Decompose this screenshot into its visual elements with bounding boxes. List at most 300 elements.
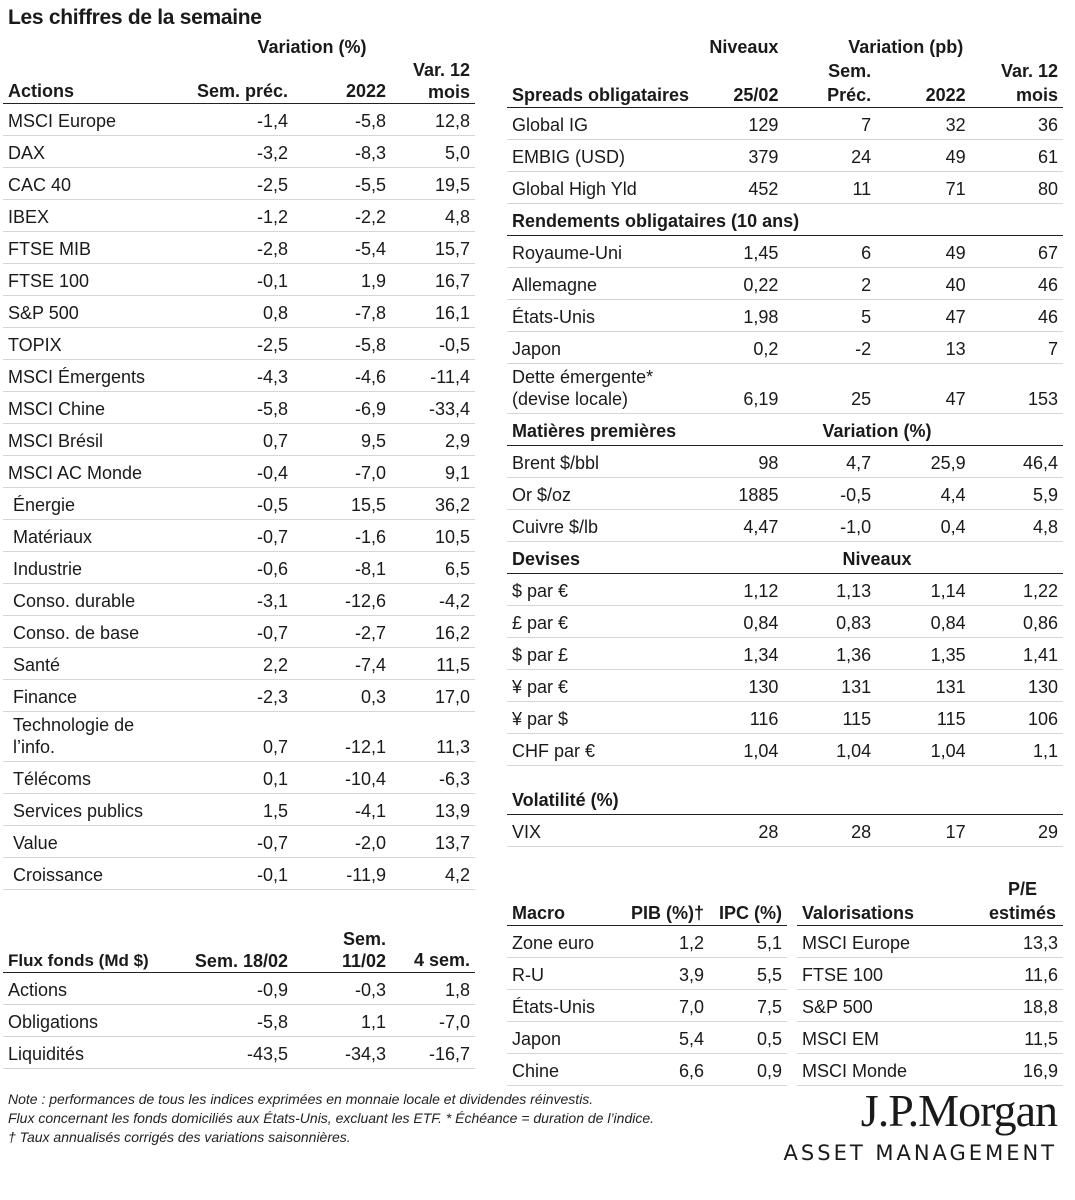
equities-cell: -2,8: [178, 232, 293, 264]
equities-cell: -0,7: [178, 826, 293, 858]
equities-cell: 16,1: [391, 296, 475, 328]
equities-row: [3, 794, 475, 826]
macro-row: [507, 958, 787, 990]
fx-row-label: ¥ par €: [507, 670, 704, 702]
equities-cell: -4,1: [293, 794, 391, 826]
commodities-row-label: Brent $/bbl: [507, 446, 704, 478]
commodities-row-label: Cuivre $/lb: [507, 510, 704, 542]
flows-col-week2: Sem. 11/02: [293, 928, 391, 973]
equities-row-label: Technologie de l’info.: [3, 712, 178, 762]
equities-row-label: Value: [3, 826, 178, 858]
equities-row-label: FTSE MIB: [3, 232, 178, 264]
volatility-section-title: Volatilité (%): [507, 783, 1063, 815]
equities-row-label: Finance: [3, 680, 178, 712]
equities-row-label: MSCI AC Monde: [3, 456, 178, 488]
volatility-cell: 29: [971, 815, 1063, 847]
fx-rows: [507, 574, 1063, 766]
equities-row-label: Santé: [3, 648, 178, 680]
equities-cell: 36,2: [391, 488, 475, 520]
equities-cell: -3,2: [178, 136, 293, 168]
commodities-cell: 4,47: [704, 510, 783, 542]
commodities-cell: 1885: [704, 478, 783, 510]
commodities-row: [507, 446, 1063, 478]
spreads-row-label: Global IG: [507, 108, 704, 140]
fx-cell: 1,34: [704, 638, 783, 670]
logo-subtitle: ASSET MANAGEMENT: [783, 1141, 1057, 1165]
macro-cell: 7,5: [709, 990, 787, 1022]
equities-row: [3, 826, 475, 858]
valuations-row: [797, 926, 1063, 958]
valuations-row-label: MSCI Europe: [797, 926, 957, 958]
fx-cell: 1,13: [783, 574, 876, 606]
yields-row-label: Japon: [507, 332, 704, 364]
commodities-row: [507, 478, 1063, 510]
equities-row-label: IBEX: [3, 200, 178, 232]
equities-cell: 12,8: [391, 104, 475, 136]
macro-cell: 0,9: [709, 1054, 787, 1086]
flows-row: [3, 1005, 475, 1037]
yields-cell: -2: [783, 332, 876, 364]
spreads-cell: 80: [971, 172, 1063, 204]
equities-group-header: Variation (%): [257, 37, 367, 57]
yields-cell: 47: [876, 364, 970, 414]
equities-row: [3, 488, 475, 520]
yields-cell: 49: [876, 236, 970, 268]
yields-row-label: Allemagne: [507, 268, 704, 300]
flows-cell: -5,8: [178, 1005, 293, 1037]
spreads-col-date: 25/02: [704, 59, 783, 108]
equities-cell: 9,5: [293, 424, 391, 456]
equities-cell: -2,5: [178, 168, 293, 200]
equities-cell: -12,6: [293, 584, 391, 616]
equities-cell: 15,7: [391, 232, 475, 264]
yields-rows: [507, 236, 1063, 414]
equities-row: [3, 392, 475, 424]
equities-cell: 11,5: [391, 648, 475, 680]
macro-row-label: Japon: [507, 1022, 617, 1054]
valuations-cell: 16,9: [957, 1054, 1063, 1086]
fx-row: [507, 702, 1063, 734]
spreads-col-week: Sem. Préc.: [783, 59, 876, 108]
yields-cell: 67: [971, 236, 1063, 268]
spreads-cell: 32: [876, 108, 970, 140]
valuations-cell: 18,8: [957, 990, 1063, 1022]
valuations-row-label: FTSE 100: [797, 958, 957, 990]
equities-cell: -5,5: [293, 168, 391, 200]
equities-cell: -4,6: [293, 360, 391, 392]
fx-cell: 1,04: [783, 734, 876, 766]
equities-row-label: Industrie: [3, 552, 178, 584]
equities-cell: -3,1: [178, 584, 293, 616]
macro-row: [507, 1054, 787, 1086]
macro-col-name: Macro: [507, 873, 617, 926]
equities-cell: -0,4: [178, 456, 293, 488]
equities-cell: -5,8: [293, 104, 391, 136]
fx-row-label: ¥ par $: [507, 702, 704, 734]
equities-row: [3, 616, 475, 648]
equities-row: [3, 762, 475, 794]
equities-row: [3, 858, 475, 890]
variation-bp-group-header: Variation (pb): [848, 37, 964, 57]
macro-row: [507, 1022, 787, 1054]
fx-row: [507, 574, 1063, 606]
fx-cell: 1,35: [876, 638, 970, 670]
equities-cell: 0,7: [178, 712, 293, 762]
spreads-col-12m: Var. 12 mois: [971, 59, 1063, 108]
spreads-col-name: Spreads obligataires: [507, 59, 704, 108]
fx-cell: 1,41: [971, 638, 1063, 670]
valuations-row-label: S&P 500: [797, 990, 957, 1022]
equities-cell: 0,1: [178, 762, 293, 794]
equities-row-label: CAC 40: [3, 168, 178, 200]
spreads-col-ytd: 2022: [876, 59, 970, 108]
macro-cell: 1,2: [617, 926, 709, 958]
equities-cell: 13,9: [391, 794, 475, 826]
logo-brand: J.P.Morgan: [860, 1085, 1057, 1136]
yields-cell: 46: [971, 268, 1063, 300]
macro-cell: 3,9: [617, 958, 709, 990]
equities-row-label: MSCI Émergents: [3, 360, 178, 392]
fx-cell: 130: [971, 670, 1063, 702]
fx-cell: 116: [704, 702, 783, 734]
yields-section-title: Rendements obligataires (10 ans): [507, 204, 1063, 236]
valuations-col-pe: P/E estimés: [957, 873, 1063, 926]
commodities-cell: 0,4: [876, 510, 970, 542]
yields-row: [507, 332, 1063, 364]
spreads-row-label: Global High Yld: [507, 172, 704, 204]
equities-cell: -0,1: [178, 264, 293, 296]
equities-cell: -10,4: [293, 762, 391, 794]
equities-row: [3, 584, 475, 616]
yields-cell: 46: [971, 300, 1063, 332]
equities-cell: -1,6: [293, 520, 391, 552]
spreads-cell: 379: [704, 140, 783, 172]
macro-cell: 5,1: [709, 926, 787, 958]
yields-cell: 13: [876, 332, 970, 364]
equities-row: [3, 648, 475, 680]
equities-table: [3, 36, 475, 890]
equities-cell: -2,3: [178, 680, 293, 712]
equities-cell: 0,7: [178, 424, 293, 456]
valuations-row: [797, 1054, 1063, 1086]
fx-levels-label: Niveaux: [783, 542, 970, 574]
equities-cell: 1,9: [293, 264, 391, 296]
yields-cell: 25: [783, 364, 876, 414]
equities-row: [3, 328, 475, 360]
volatility-cell: 28: [783, 815, 876, 847]
equities-cell: -0,6: [178, 552, 293, 584]
yields-cell: 40: [876, 268, 970, 300]
volatility-row-label: VIX: [507, 815, 704, 847]
equities-cell: -6,3: [391, 762, 475, 794]
fx-cell: 1,1: [971, 734, 1063, 766]
equities-cell: 15,5: [293, 488, 391, 520]
valuations-row: [797, 1022, 1063, 1054]
footnote-seasonal: † Taux annualisés corrigés des variations saisonnières.: [8, 1129, 351, 1145]
equities-cell: 11,3: [391, 712, 475, 762]
fx-row-label: CHF par €: [507, 734, 704, 766]
valuations-cell: 11,6: [957, 958, 1063, 990]
spreads-row: [507, 172, 1063, 204]
fx-cell: 115: [876, 702, 970, 734]
equities-row: [3, 424, 475, 456]
equities-row-label: Conso. durable: [3, 584, 178, 616]
equities-row-label: TOPIX: [3, 328, 178, 360]
equities-cell: -0,5: [391, 328, 475, 360]
spreads-row: [507, 108, 1063, 140]
volatility-rows: [507, 815, 1063, 847]
equities-row: [3, 712, 475, 762]
equities-row-label: Télécoms: [3, 762, 178, 794]
equities-row-label: MSCI Chine: [3, 392, 178, 424]
yields-cell: 1,98: [704, 300, 783, 332]
volatility-cell: 28: [704, 815, 783, 847]
commodities-cell: -0,5: [783, 478, 876, 510]
equities-cell: -4,3: [178, 360, 293, 392]
equities-cell: -8,1: [293, 552, 391, 584]
equities-cell: -11,4: [391, 360, 475, 392]
spreads-cell: 71: [876, 172, 970, 204]
macro-cell: 6,6: [617, 1054, 709, 1086]
volatility-row: [507, 815, 1063, 847]
commodities-cell: 4,8: [971, 510, 1063, 542]
yields-cell: 0,2: [704, 332, 783, 364]
equities-cell: 2,2: [178, 648, 293, 680]
fx-row: [507, 734, 1063, 766]
flows-cell: -7,0: [391, 1005, 475, 1037]
equities-row: [3, 296, 475, 328]
yields-cell: 47: [876, 300, 970, 332]
fx-cell: 1,04: [876, 734, 970, 766]
equities-cell: -1,2: [178, 200, 293, 232]
flows-row-label: Liquidités: [3, 1037, 178, 1069]
equities-row: [3, 168, 475, 200]
yields-row: [507, 268, 1063, 300]
equities-row-label: Conso. de base: [3, 616, 178, 648]
fx-row-label: $ par £: [507, 638, 704, 670]
commodities-cell: -1,0: [783, 510, 876, 542]
flows-row: [3, 973, 475, 1005]
equities-cell: -0,5: [178, 488, 293, 520]
commodities-variation-label: Variation (%): [783, 414, 970, 446]
volatility-cell: 17: [876, 815, 970, 847]
fx-cell: 1,22: [971, 574, 1063, 606]
fx-cell: 1,04: [704, 734, 783, 766]
equities-rows: [3, 104, 475, 890]
equities-col-name: Actions: [3, 59, 178, 104]
equities-row: [3, 200, 475, 232]
equities-cell: -4,2: [391, 584, 475, 616]
commodities-cell: 46,4: [971, 446, 1063, 478]
equities-cell: -2,2: [293, 200, 391, 232]
equities-cell: 19,5: [391, 168, 475, 200]
equities-row: [3, 456, 475, 488]
valuations-row-label: MSCI Monde: [797, 1054, 957, 1086]
commodities-cell: 5,9: [971, 478, 1063, 510]
macro-row: [507, 926, 787, 958]
spreads-cell: 129: [704, 108, 783, 140]
yields-cell: 1,45: [704, 236, 783, 268]
equities-row: [3, 104, 475, 136]
valuations-row-label: MSCI EM: [797, 1022, 957, 1054]
macro-col-gdp: PIB (%)†: [617, 873, 709, 926]
equities-row-label: S&P 500: [3, 296, 178, 328]
spreads-cell: 49: [876, 140, 970, 172]
equities-cell: -7,4: [293, 648, 391, 680]
yields-cell: 2: [783, 268, 876, 300]
yields-cell: 6: [783, 236, 876, 268]
equities-cell: 5,0: [391, 136, 475, 168]
equities-cell: -2,0: [293, 826, 391, 858]
fx-cell: 131: [876, 670, 970, 702]
spreads-cell: 452: [704, 172, 783, 204]
yields-row: [507, 300, 1063, 332]
equities-cell: -7,0: [293, 456, 391, 488]
fx-row: [507, 670, 1063, 702]
commodities-rows: [507, 446, 1063, 542]
commodities-cell: 25,9: [876, 446, 970, 478]
fx-row-label: £ par €: [507, 606, 704, 638]
equities-row: [3, 552, 475, 584]
flows-row-label: Actions: [3, 973, 178, 1005]
yields-cell: 5: [783, 300, 876, 332]
fx-section-title: Devises: [507, 542, 783, 574]
fx-cell: 115: [783, 702, 876, 734]
fund-flows-table: [3, 928, 475, 1069]
equities-cell: -0,7: [178, 616, 293, 648]
levels-group-header: Niveaux: [709, 37, 779, 57]
equities-cell: -33,4: [391, 392, 475, 424]
macro-table: [507, 873, 787, 1086]
equities-col-ytd: 2022: [293, 59, 391, 104]
commodities-cell: 98: [704, 446, 783, 478]
spreads-cell: 36: [971, 108, 1063, 140]
fx-cell: 1,14: [876, 574, 970, 606]
equities-cell: -5,8: [178, 392, 293, 424]
flows-cell: -34,3: [293, 1037, 391, 1069]
commodities-row-label: Or $/oz: [507, 478, 704, 510]
spreads-row: [507, 140, 1063, 172]
equities-cell: 4,2: [391, 858, 475, 890]
macro-row-label: R-U: [507, 958, 617, 990]
spreads-cell: 61: [971, 140, 1063, 172]
flows-col-4w: 4 sem.: [391, 928, 475, 973]
equities-row: [3, 136, 475, 168]
yields-row-label: Royaume-Uni: [507, 236, 704, 268]
fx-row: [507, 606, 1063, 638]
valuations-table: [797, 873, 1063, 1086]
yields-row: [507, 364, 1063, 414]
equities-cell: -2,7: [293, 616, 391, 648]
valuations-row: [797, 958, 1063, 990]
equities-cell: 6,5: [391, 552, 475, 584]
macro-cell: 0,5: [709, 1022, 787, 1054]
equities-cell: 1,5: [178, 794, 293, 826]
flows-cell: -0,9: [178, 973, 293, 1005]
flows-cell: -0,3: [293, 973, 391, 1005]
spreads-row-label: EMBIG (USD): [507, 140, 704, 172]
commodities-row: [507, 510, 1063, 542]
fixed-income-table: [507, 36, 1063, 847]
yields-cell: 6,19: [704, 364, 783, 414]
equities-cell: 10,5: [391, 520, 475, 552]
yields-cell: 0,22: [704, 268, 783, 300]
equities-row: [3, 520, 475, 552]
flows-cell: -16,7: [391, 1037, 475, 1069]
yields-row-label: États-Unis: [507, 300, 704, 332]
flows-cell: -43,5: [178, 1037, 293, 1069]
equities-cell: 0,3: [293, 680, 391, 712]
macro-cell: 7,0: [617, 990, 709, 1022]
macro-row: [507, 990, 787, 1022]
equities-col-12m: Var. 12 mois: [391, 59, 475, 104]
equities-row: [3, 232, 475, 264]
flows-cell: 1,1: [293, 1005, 391, 1037]
fx-row: [507, 638, 1063, 670]
equities-row-label: MSCI Europe: [3, 104, 178, 136]
equities-cell: -8,3: [293, 136, 391, 168]
macro-row-label: États-Unis: [507, 990, 617, 1022]
fx-cell: 1,36: [783, 638, 876, 670]
jpmorgan-logo: [784, 1085, 1057, 1165]
equities-cell: 4,8: [391, 200, 475, 232]
flows-row-label: Obligations: [3, 1005, 178, 1037]
fx-cell: 130: [704, 670, 783, 702]
equities-cell: -5,8: [293, 328, 391, 360]
equities-cell: -7,8: [293, 296, 391, 328]
yields-row: [507, 236, 1063, 268]
fx-cell: 0,83: [783, 606, 876, 638]
equities-row-label: Services publics: [3, 794, 178, 826]
spreads-rows: [507, 108, 1063, 204]
equities-cell: -0,7: [178, 520, 293, 552]
equities-cell: 9,1: [391, 456, 475, 488]
yields-cell: 153: [971, 364, 1063, 414]
equities-row-label: MSCI Brésil: [3, 424, 178, 456]
equities-row: [3, 264, 475, 296]
commodities-section-title: Matières premières: [507, 414, 783, 446]
valuations-rows: [797, 926, 1063, 1086]
equities-cell: 16,7: [391, 264, 475, 296]
equities-cell: 13,7: [391, 826, 475, 858]
equities-cell: -12,1: [293, 712, 391, 762]
flows-rows: [3, 973, 475, 1069]
equities-cell: -5,4: [293, 232, 391, 264]
flows-cell: 1,8: [391, 973, 475, 1005]
valuations-cell: 11,5: [957, 1022, 1063, 1054]
flows-col-name: Flux fonds (Md $): [3, 928, 178, 973]
fx-row-label: $ par €: [507, 574, 704, 606]
equities-row: [3, 360, 475, 392]
fx-cell: 1,12: [704, 574, 783, 606]
flows-col-week1: Sem. 18/02: [178, 928, 293, 973]
flows-row: [3, 1037, 475, 1069]
macro-row-label: Zone euro: [507, 926, 617, 958]
equities-cell: -1,4: [178, 104, 293, 136]
macro-cell: 5,4: [617, 1022, 709, 1054]
valuations-row: [797, 990, 1063, 1022]
spreads-cell: 7: [783, 108, 876, 140]
yields-cell: 7: [971, 332, 1063, 364]
equities-row: [3, 680, 475, 712]
equities-cell: -2,5: [178, 328, 293, 360]
equities-row-label: Croissance: [3, 858, 178, 890]
fx-cell: 0,86: [971, 606, 1063, 638]
footnotes: [8, 1090, 728, 1147]
valuations-col-name: Valorisations: [797, 873, 957, 926]
equities-cell: -0,1: [178, 858, 293, 890]
commodities-cell: 4,7: [783, 446, 876, 478]
